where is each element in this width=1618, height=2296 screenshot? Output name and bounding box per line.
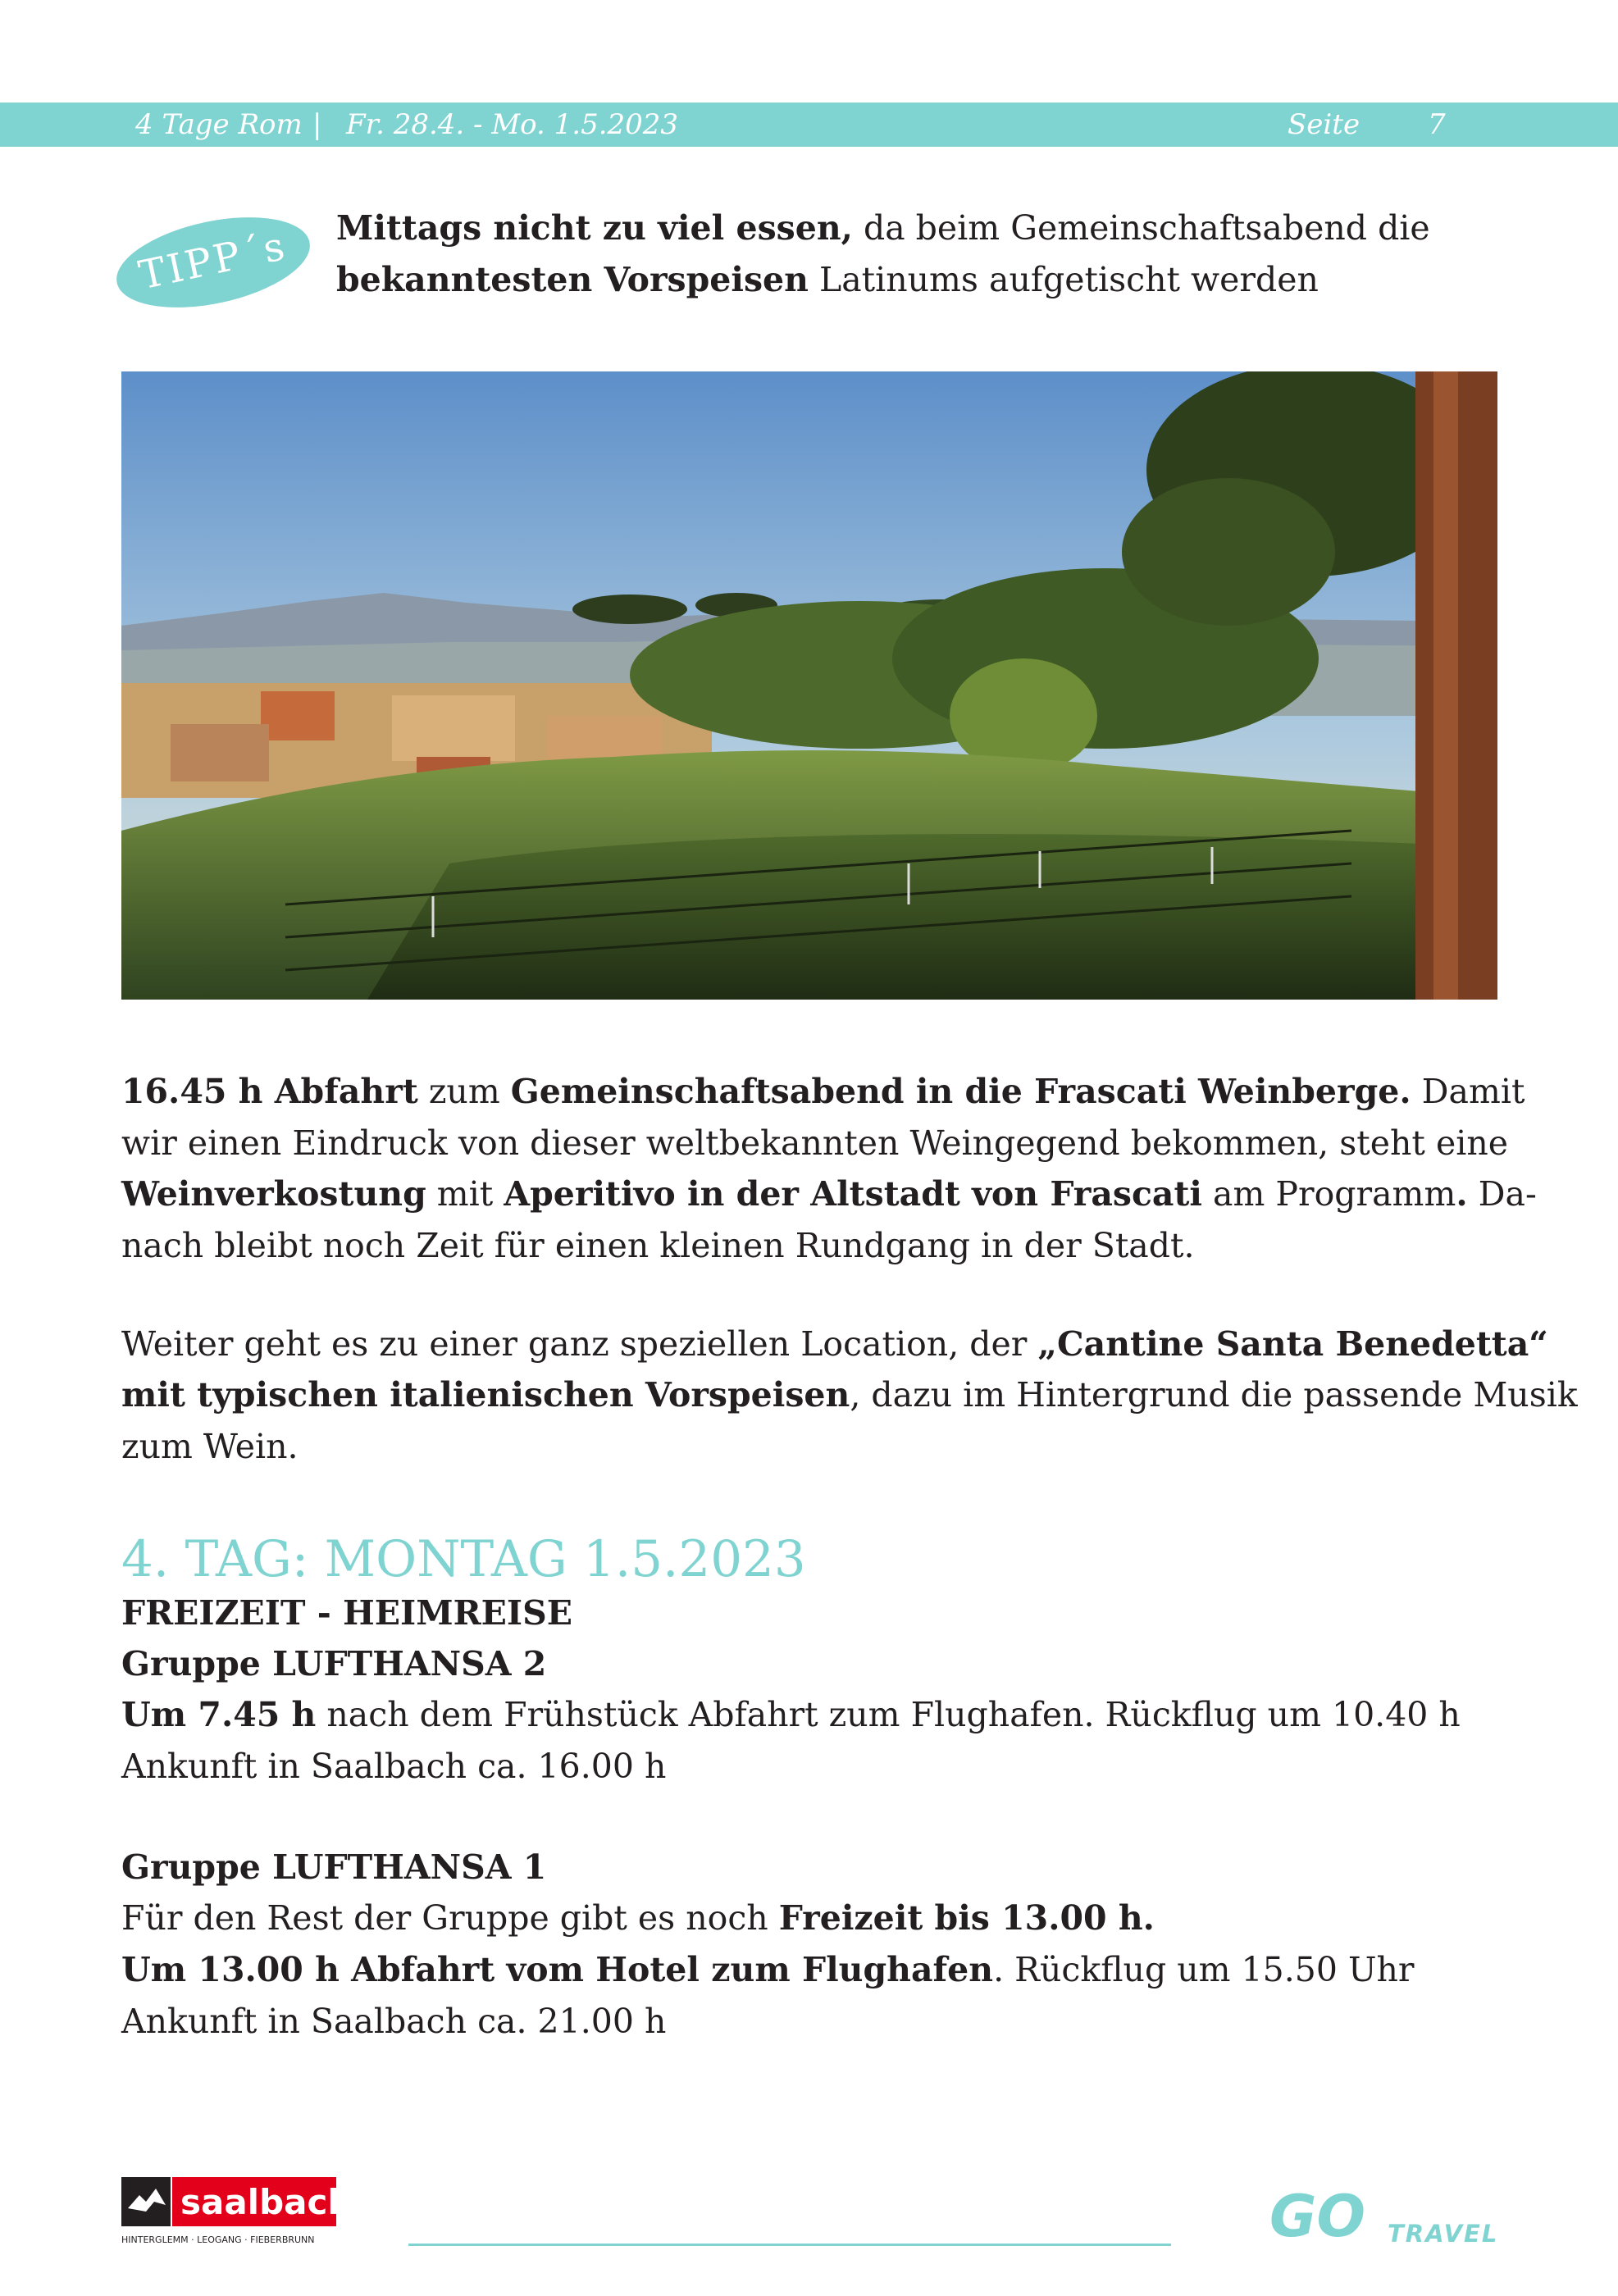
day4-subheading: FREIZEIT - HEIMREISE [121, 1593, 572, 1633]
para1-bold-departure: 16.45 h Abfahrt [121, 1072, 418, 1111]
frascati-vineyard-photo [121, 371, 1497, 1000]
saalbach-logo [121, 2177, 336, 2248]
group2-title: Gruppe LUFTHANSA 2 [121, 1644, 547, 1683]
para1-line-2: wir einen Eindruck von dieser weltbekannten Weingegend bekommen, steht eine [121, 1123, 1508, 1163]
para1-bold-period: . [1456, 1174, 1468, 1214]
group2-time: Um 7.45 h [121, 1695, 317, 1734]
header-bar [0, 102, 1618, 147]
group2-text: nach dem Frühstück Abfahrt zum Flughafen. Rückflug um 10.40 h [316, 1695, 1461, 1734]
go-travel-logo: GO [1269, 2183, 1365, 2250]
group2-line-2: Ankunft in Saalbach ca. 16.00 h [121, 1747, 667, 1786]
para1-text: mit [426, 1174, 504, 1214]
group1-title: Gruppe LUFTHANSA 1 [121, 1847, 547, 1887]
tip-line-2 [336, 260, 1319, 299]
para1-text: Damit [1411, 1072, 1525, 1111]
para2-line-3: zum Wein. [121, 1427, 299, 1466]
header-title: 4 Tage Rom [135, 108, 303, 141]
go-travel-logo-text: TRAVEL [1388, 2220, 1499, 2248]
saalbach-logo-text: saalbach [180, 2182, 336, 2222]
group1-text: . Rückflug um 15.50 Uhr [993, 1950, 1415, 1989]
para2-bold-starters: mit typischen italienischen Vorspeisen [121, 1375, 850, 1414]
tip-line-1 [336, 208, 1430, 248]
para1-text: Da- [1467, 1174, 1537, 1214]
para1-line-4: nach bleibt noch Zeit für einen kleinen Rundgang in der Stadt. [121, 1226, 1195, 1265]
tip-text-1: da beim Gemeinschaftsabend die [852, 208, 1430, 248]
para1-line-1 [121, 1072, 1525, 1111]
group1-line-1 [121, 1898, 1499, 1938]
para1-bold-wine-tasting: Weinverkostung [121, 1174, 426, 1214]
header-page-label: Seite [1288, 108, 1360, 141]
para1-line-3 [121, 1174, 1537, 1214]
saalbach-logo-subtitle: HINTERGLEMM · LEOGANG · FIEBERBRUNN [121, 2234, 315, 2245]
tipp-badge-text: TIPP´s [134, 222, 291, 299]
para1-bold-event: Gemeinschaftsabend in die Frascati Weinberge. [510, 1072, 1411, 1111]
tip-text-2: Latinums aufgetischt werden [808, 260, 1319, 299]
para2-bold-location: „Cantine Santa Benedetta“ [1037, 1324, 1548, 1364]
group1-departure: Um 13.00 h Abfahrt vom Hotel zum Flughafen [121, 1950, 994, 1989]
para1-text: am Programm [1202, 1174, 1456, 1214]
para1-bold-aperitivo: Aperitivo in der Altstadt von Frascati [504, 1174, 1203, 1214]
para1-text: zum [417, 1072, 511, 1111]
header-page-number: 7 [1428, 108, 1446, 141]
header-dates: Fr. 28.4. - Mo. 1.5.2023 [346, 108, 679, 141]
group1-free-time: Freizeit bis 13.00 h. [778, 1898, 1155, 1938]
para2-text: , dazu im Hintergrund die passende Musik [850, 1375, 1578, 1414]
day4-heading: 4. TAG: MONTAG 1.5.2023 [121, 1530, 806, 1588]
para2-text: Weiter geht es zu einer ganz speziellen Location, der [121, 1324, 1038, 1364]
footer-divider [408, 2244, 1171, 2246]
tip-bold-2: bekanntesten Vorspeisen [336, 260, 809, 299]
group2-line-1 [121, 1695, 1499, 1734]
group1-line-3: Ankunft in Saalbach ca. 21.00 h [121, 2002, 667, 2041]
para2-line-2 [121, 1375, 1578, 1414]
group1-text: Für den Rest der Gruppe gibt es noch [121, 1898, 779, 1938]
para2-line-1 [121, 1324, 1548, 1364]
tip-bold-1: Mittags nicht zu viel essen, [336, 208, 853, 248]
group1-line-2 [121, 1950, 1499, 1989]
header-separator: | [312, 108, 322, 141]
tipp-badge [108, 202, 318, 323]
